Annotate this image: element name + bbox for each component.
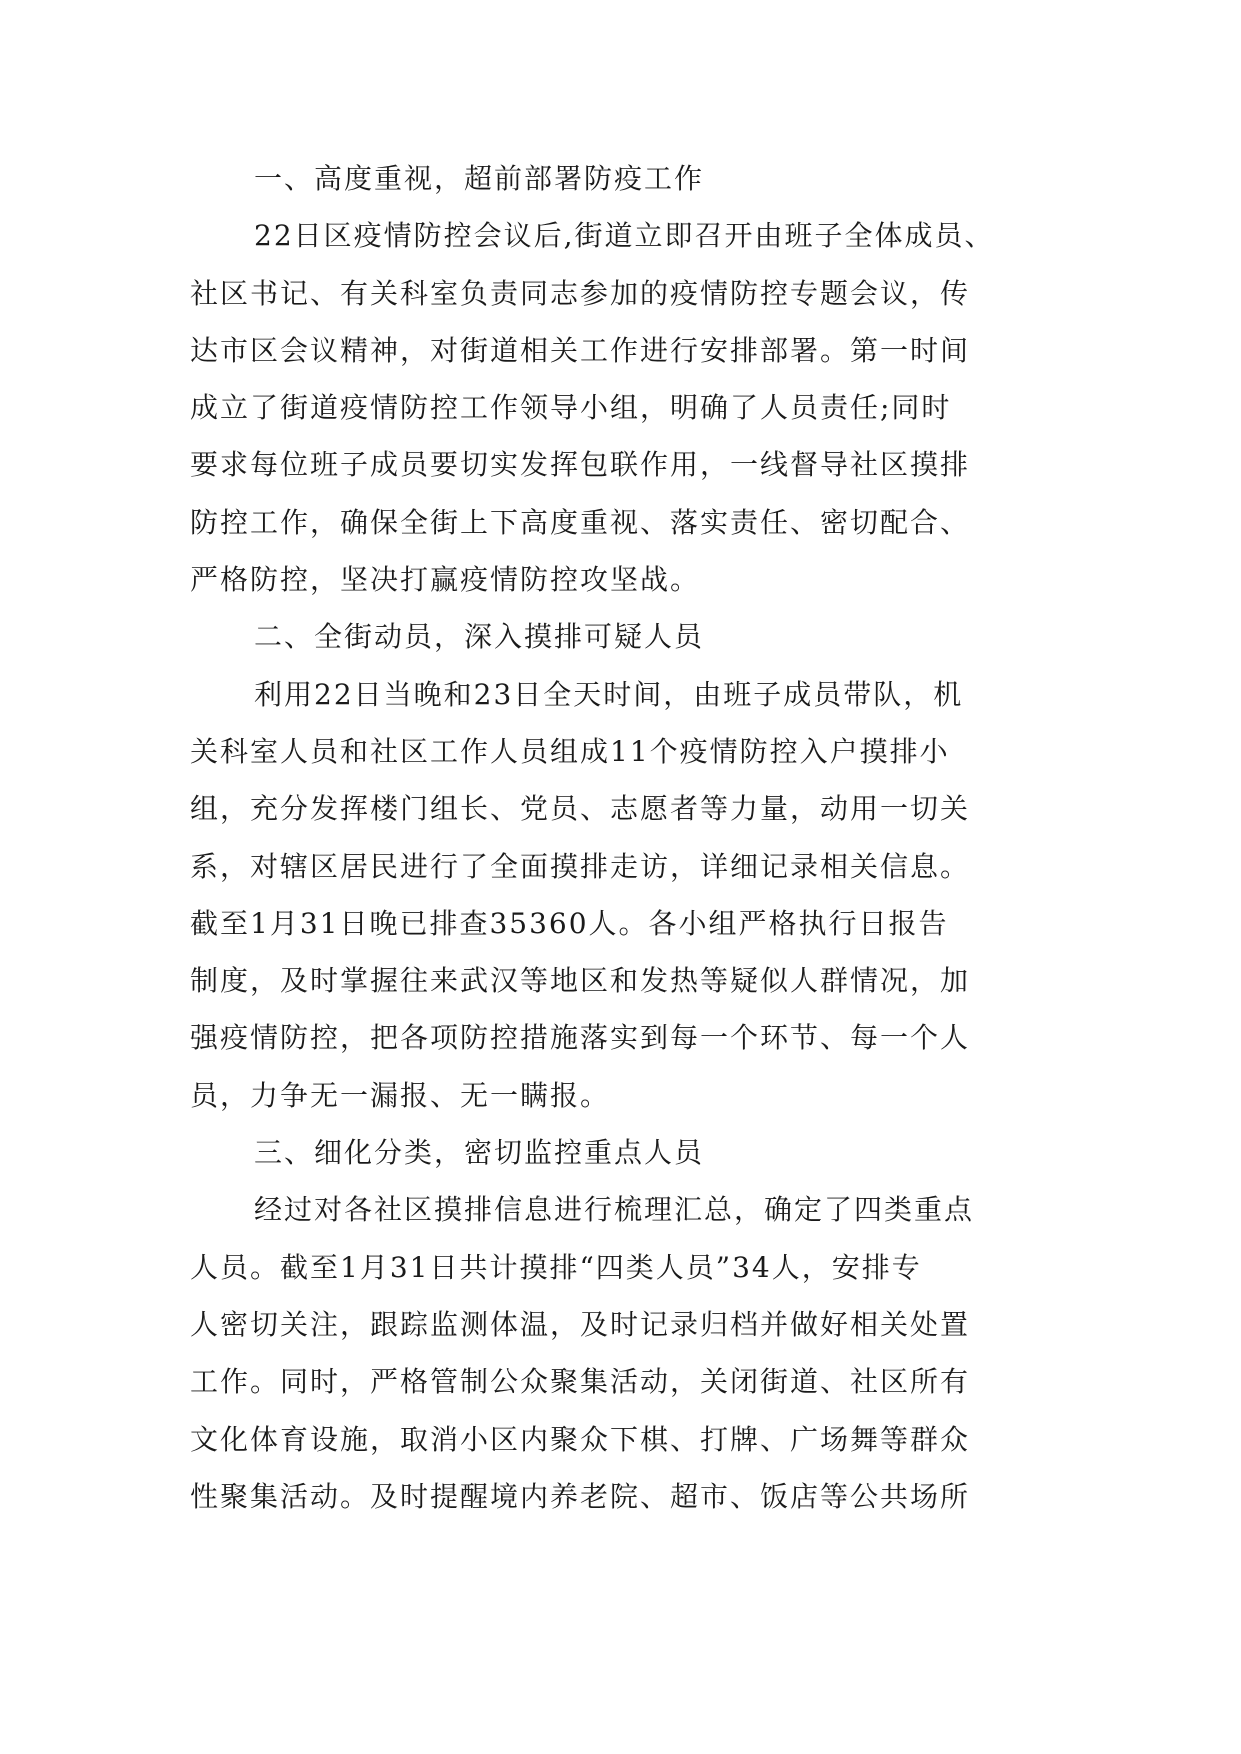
paragraph-3-line-3: 人密切关注，跟踪监测体温，及时记录归档并做好相关处置 — [190, 1307, 971, 1341]
paragraph-2-line-4: 系，对辖区居民进行了全面摸排走访，详细记录相关信息。 — [190, 849, 971, 883]
paragraph-1-line-1: 22日区疫情防控会议后,街道立即召开由班子全体成员、 — [254, 219, 995, 253]
paragraph-1-line-2: 社区书记、有关科室负责同志参加的疫情防控专题会议，传 — [190, 276, 971, 310]
paragraph-2-line-2: 关科室人员和社区工作人员组成11个疫情防控入户摸排小 — [190, 734, 950, 768]
paragraph-2-line-3: 组，充分发挥楼门组长、党员、志愿者等力量，动用一切关 — [190, 792, 971, 826]
paragraph-2-line-5: 截至1月31日晚已排查35360人。各小组严格执行日报告 — [190, 906, 949, 940]
paragraph-1-line-3: 达市区会议精神，对街道相关工作进行安排部署。第一时间 — [190, 333, 971, 367]
paragraph-2-line-8: 员，力争无一漏报、无一瞒报。 — [190, 1078, 611, 1112]
section-heading-1: 一、高度重视，超前部署防疫工作 — [254, 162, 705, 195]
section-heading-2: 二、全街动员，深入摸排可疑人员 — [254, 620, 705, 654]
paragraph-3-line-5: 文化体育设施，取消小区内聚众下棋、打牌、广场舞等群众 — [190, 1422, 971, 1456]
paragraph-1-line-6: 防控工作，确保全街上下高度重视、落实责任、密切配合、 — [190, 505, 971, 539]
paragraph-2-line-7: 强疫情防控，把各项防控措施落实到每一个环节、每一个人 — [190, 1021, 971, 1055]
section-heading-3: 三、细化分类，密切监控重点人员 — [254, 1136, 705, 1170]
paragraph-1-line-5: 要求每位班子成员要切实发挥包联作用，一线督导社区摸排 — [190, 448, 971, 482]
paragraph-3-line-2: 人员。截至1月31日共计摸排“四类人员”34人，安排专 — [190, 1250, 922, 1284]
paragraph-3-line-6: 性聚集活动。及时提醒境内养老院、超市、饭店等公共场所 — [190, 1479, 971, 1513]
paragraph-1-line-7: 严格防控，坚决打赢疫情防控攻坚战。 — [190, 563, 701, 597]
document-body — [190, 150, 1080, 1525]
paragraph-3-line-1: 经过对各社区摸排信息进行梳理汇总，确定了四类重点 — [254, 1193, 975, 1227]
paragraph-1-line-4: 成立了街道疫情防控工作领导小组，明确了人员责任;同时 — [190, 391, 952, 425]
paragraph-3-line-4: 工作。同时，严格管制公众聚集活动，关闭街道、社区所有 — [190, 1365, 971, 1399]
paragraph-2-line-1: 利用22日当晚和23日全天时间，由班子成员带队，机 — [254, 677, 964, 711]
paragraph-2-line-6: 制度，及时掌握往来武汉等地区和发热等疑似人群情况，加 — [190, 964, 971, 998]
